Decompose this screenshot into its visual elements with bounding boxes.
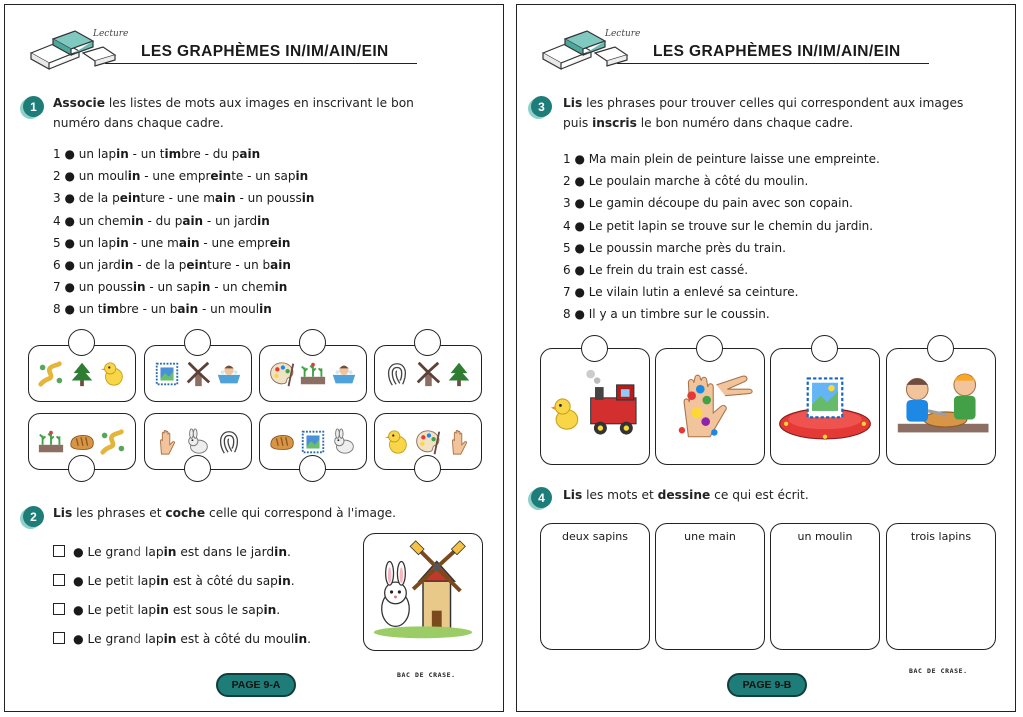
checkbox[interactable]	[53, 632, 65, 644]
item-number: 3 ●	[53, 191, 75, 206]
title-underline	[617, 63, 929, 64]
fingerprint-icon	[215, 428, 243, 456]
word-part: - un sap	[145, 280, 198, 295]
sentence-text: Ma main plein de peinture laisse une empreinte.	[588, 152, 880, 166]
item-number: 4 ●	[563, 218, 585, 233]
item-number: 4 ●	[53, 213, 75, 228]
page-title: LES GRAPHÈMES IN/IM/AIN/EIN	[653, 43, 901, 60]
drawing-box[interactable]	[886, 523, 996, 650]
grapheme: in	[294, 632, 308, 646]
word-part: - une empr	[140, 169, 211, 184]
instruction-text: les phrases pour trouver celles qui correspondent aux images puis	[563, 96, 964, 130]
stamp-icon	[153, 360, 181, 388]
instruction-verb: coche	[165, 506, 206, 520]
picture-card-boys-cutting-bread	[886, 348, 996, 465]
exercise-number-badge: 3	[531, 96, 552, 117]
painted-hand-illustration	[656, 349, 764, 464]
path-icon	[37, 360, 65, 388]
word-part: est à côté du sap	[168, 574, 278, 588]
grapheme: in	[156, 603, 169, 617]
word-part: lap	[141, 632, 164, 646]
drawing-box[interactable]	[540, 523, 650, 650]
instruction-text: les listes de mots aux images en inscrivant le bon numéro dans chaque cadre.	[53, 96, 414, 130]
word-part: un lap	[78, 235, 117, 250]
grapheme: ein	[186, 257, 208, 272]
answer-circle[interactable]	[68, 329, 95, 356]
word-part: - une empr	[199, 235, 270, 250]
word-part: lap	[141, 545, 164, 559]
stamp-icon	[299, 428, 327, 456]
word-part: .	[290, 574, 295, 588]
word-part: - un chem	[210, 280, 275, 295]
word-list-item	[53, 187, 314, 209]
drawing-box[interactable]	[655, 523, 765, 650]
rabbit-windmill-illustration	[364, 534, 482, 650]
instruction-text: le bon numéro dans chaque cadre.	[640, 116, 854, 130]
sentence-item	[563, 170, 880, 192]
exercise-number-badge: 2	[23, 506, 44, 527]
item-number: 6 ●	[563, 262, 585, 277]
sentence-text: Le poulain marche à côté du moulin.	[588, 174, 809, 189]
picture-card-painted-hand	[655, 348, 765, 465]
header-subtitle: Lecture	[605, 29, 641, 39]
header-subtitle: Lecture	[93, 29, 129, 39]
grapheme: in	[131, 213, 144, 228]
word-list-item	[53, 276, 314, 298]
grapheme: in	[163, 632, 177, 646]
word-part: lap	[133, 574, 157, 588]
bullet-icon: ●	[73, 574, 88, 588]
item-number: 8 ●	[563, 307, 585, 322]
instruction-verb: inscris	[592, 116, 637, 130]
grapheme: in	[274, 280, 288, 295]
picture-card-stamp-on-cushion	[770, 348, 880, 465]
sentence-list	[563, 148, 880, 326]
exercise-number-badge: 4	[531, 487, 552, 508]
grapheme: in	[301, 191, 315, 206]
picture-card-chick-and-train	[540, 348, 650, 465]
grapheme: in	[197, 280, 211, 295]
item-number: 2 ●	[53, 169, 75, 184]
grapheme: in	[163, 545, 177, 559]
answer-circle[interactable]	[811, 335, 838, 362]
answer-circle[interactable]	[414, 455, 441, 482]
title-underline	[105, 63, 417, 64]
word-list-item	[53, 232, 314, 254]
answer-circle[interactable]	[184, 329, 211, 356]
sentence-item	[563, 259, 880, 281]
hand-icon	[445, 428, 473, 456]
checkbox[interactable]	[53, 574, 65, 586]
garden-icon	[299, 360, 327, 388]
item-number: 6 ●	[53, 257, 75, 272]
checkbox-option[interactable]	[53, 628, 311, 650]
exercise-number-badge: 1	[23, 96, 44, 117]
item-number: 1 ●	[53, 147, 75, 161]
word-part: lap	[133, 603, 157, 617]
instruction-verb: dessine	[657, 488, 711, 502]
grapheme: in	[132, 280, 146, 295]
item-number: 1 ●	[563, 152, 585, 166]
answer-circle[interactable]	[184, 455, 211, 482]
bread-icon	[68, 428, 96, 456]
word-list-item	[53, 143, 314, 165]
word-part: Le pet	[87, 603, 126, 617]
grapheme: ain	[182, 213, 204, 228]
word-part: est à côté du moul	[176, 632, 295, 646]
answer-circle[interactable]	[927, 335, 954, 362]
word-part: - de la p	[133, 257, 187, 272]
picture-card-rabbit-windmill	[363, 533, 483, 651]
answer-circle[interactable]	[68, 455, 95, 482]
palette-icon	[268, 360, 296, 388]
exercise-3-instruction	[563, 93, 981, 133]
credit-text: BAC DE CRASE.	[397, 671, 456, 679]
instruction-text: les phrases et	[76, 506, 162, 520]
word-list-item	[53, 210, 314, 232]
page-title: LES GRAPHÈMES IN/IM/AIN/EIN	[141, 43, 389, 60]
grapheme: in	[257, 213, 270, 228]
word-list	[53, 143, 314, 321]
item-number: 8 ●	[53, 302, 75, 317]
grapheme: ain	[214, 191, 236, 206]
grapheme: im	[164, 147, 182, 161]
hand-icon	[153, 428, 181, 456]
word-part: de la p	[78, 191, 120, 206]
word-part: un t	[78, 302, 103, 317]
word-part: bre - du p	[181, 147, 240, 161]
grapheme: in	[277, 574, 291, 588]
bullet-icon: ●	[73, 545, 88, 559]
item-number: 2 ●	[563, 174, 585, 189]
answer-circle[interactable]	[299, 329, 326, 356]
tree-icon	[68, 360, 96, 388]
word-part: Le gran	[87, 632, 134, 646]
credit-text: BAC DE CRASE.	[909, 667, 968, 675]
grapheme: ain	[270, 257, 291, 272]
sentence-item	[563, 237, 880, 259]
grapheme: in	[120, 257, 134, 272]
word-list-item	[53, 254, 314, 276]
checkbox-option[interactable]	[53, 541, 291, 563]
sentence-item	[563, 192, 880, 214]
grapheme: in	[259, 302, 272, 317]
grapheme: in	[295, 169, 309, 184]
bullet-icon: ●	[73, 603, 88, 617]
word-part: ture - un b	[207, 257, 271, 272]
silent-letters: it	[125, 603, 134, 617]
word-part: .	[287, 545, 291, 559]
sentence-text: Le frein du train est cassé.	[588, 262, 749, 277]
windmill-icon	[414, 360, 442, 388]
word-part: bre - un b	[119, 302, 178, 317]
page-label-button[interactable]: PAGE 9-A	[216, 673, 296, 697]
checkbox-option[interactable]	[53, 599, 280, 621]
worksheet-page-a	[4, 4, 504, 712]
exercise-1-instruction	[53, 93, 453, 133]
word-part: est dans le jard	[176, 545, 275, 559]
word-part: - un moul	[198, 302, 260, 317]
bullet-icon: ●	[73, 632, 88, 646]
word-part: - une m	[128, 235, 179, 250]
instruction-text: les mots et	[586, 488, 654, 502]
answer-circle[interactable]	[414, 329, 441, 356]
tree-icon	[445, 360, 473, 388]
garden-icon	[37, 428, 65, 456]
fingerprint-icon	[383, 360, 411, 388]
drawing-box-label: un moulin	[797, 530, 853, 543]
sentence-text: Il y a un timbre sur le coussin.	[588, 307, 770, 322]
checkbox-option[interactable]	[53, 570, 295, 592]
worksheet-page-b	[516, 4, 1016, 712]
word-part: - un pouss	[235, 191, 302, 206]
sentence-item	[563, 303, 880, 325]
bath-icon	[215, 360, 243, 388]
chick-icon	[383, 428, 411, 456]
answer-circle[interactable]	[696, 335, 723, 362]
drawing-box-label: deux sapins	[562, 530, 628, 543]
grapheme: ain	[178, 235, 200, 250]
item-number: 7 ●	[53, 280, 75, 295]
grapheme: im	[102, 302, 120, 317]
word-part: - un jard	[203, 213, 258, 228]
word-part: .	[276, 603, 281, 617]
instruction-text: celle qui correspond à l'image.	[209, 506, 397, 520]
grapheme: in	[263, 603, 277, 617]
checkbox[interactable]	[53, 545, 65, 557]
grapheme: ein	[119, 191, 141, 206]
item-number: 5 ●	[563, 240, 585, 255]
word-part: te - un sap	[231, 169, 296, 184]
instruction-verb: Lis	[563, 96, 583, 110]
sentence-item	[563, 148, 880, 170]
sentence-text: Le poussin marche près du train.	[588, 240, 786, 255]
item-number: 7 ●	[563, 285, 585, 300]
stamp-on-cushion-illustration	[771, 349, 879, 464]
page-label-button[interactable]: PAGE 9-B	[727, 673, 807, 697]
rabbit-icon	[184, 428, 212, 456]
sentence-text: Le vilain lutin a enlevé sa ceinture.	[588, 285, 799, 300]
grapheme: in	[116, 147, 129, 161]
word-list-item	[53, 298, 314, 320]
word-part: un pouss	[78, 280, 133, 295]
path-icon	[99, 428, 127, 456]
windmill-icon	[184, 360, 212, 388]
checkbox[interactable]	[53, 603, 65, 615]
word-part: un lap	[78, 147, 117, 161]
boys-cutting-bread-illustration	[887, 349, 995, 464]
word-part: .	[307, 632, 312, 646]
sentence-item	[563, 215, 880, 237]
item-number: 5 ●	[53, 235, 75, 250]
exercise-4-instruction	[563, 485, 963, 505]
chick-icon	[99, 360, 127, 388]
exercise-2-instruction	[53, 503, 473, 523]
rabbit-icon	[330, 428, 358, 456]
grapheme: in	[127, 169, 141, 184]
grapheme: in	[274, 545, 288, 559]
grapheme: ein	[210, 169, 232, 184]
drawing-box[interactable]	[770, 523, 880, 650]
instruction-verb: Lis	[563, 488, 583, 502]
bread-icon	[268, 428, 296, 456]
grapheme: ein	[269, 235, 291, 250]
word-list-item	[53, 165, 314, 187]
sentence-item	[563, 281, 880, 303]
sentence-text: Le gamin découpe du pain avec son copain.	[588, 196, 853, 211]
word-part: ture - une m	[140, 191, 215, 206]
word-part: est sous le sap	[168, 603, 264, 617]
silent-letters: it	[125, 574, 134, 588]
instruction-verb: Lis	[53, 506, 73, 520]
word-part: un chem	[78, 213, 132, 228]
word-part: un jard	[78, 257, 121, 272]
instruction-verb: Associe	[53, 96, 105, 110]
palette-icon	[414, 428, 442, 456]
sentence-text: Le petit lapin se trouve sur le chemin du jardin.	[588, 218, 874, 233]
grapheme: in	[156, 574, 169, 588]
drawing-box-label: trois lapins	[910, 530, 972, 543]
silent-letters: d	[133, 632, 142, 646]
instruction-text: ce qui est écrit.	[714, 488, 809, 502]
grapheme: ain	[177, 302, 199, 317]
word-part: un moul	[78, 169, 128, 184]
word-part: - un t	[128, 147, 165, 161]
item-number: 3 ●	[563, 196, 585, 211]
answer-circle[interactable]	[581, 335, 608, 362]
word-part: Le gran	[87, 545, 134, 559]
drawing-box-label: une main	[684, 530, 736, 543]
grapheme: in	[116, 235, 129, 250]
chick-and-train-illustration	[541, 349, 649, 464]
word-part: - du p	[143, 213, 183, 228]
silent-letters: d	[133, 545, 142, 559]
word-part: Le pet	[87, 574, 126, 588]
grapheme: ain	[239, 147, 261, 161]
answer-circle[interactable]	[299, 455, 326, 482]
bath-icon	[330, 360, 358, 388]
